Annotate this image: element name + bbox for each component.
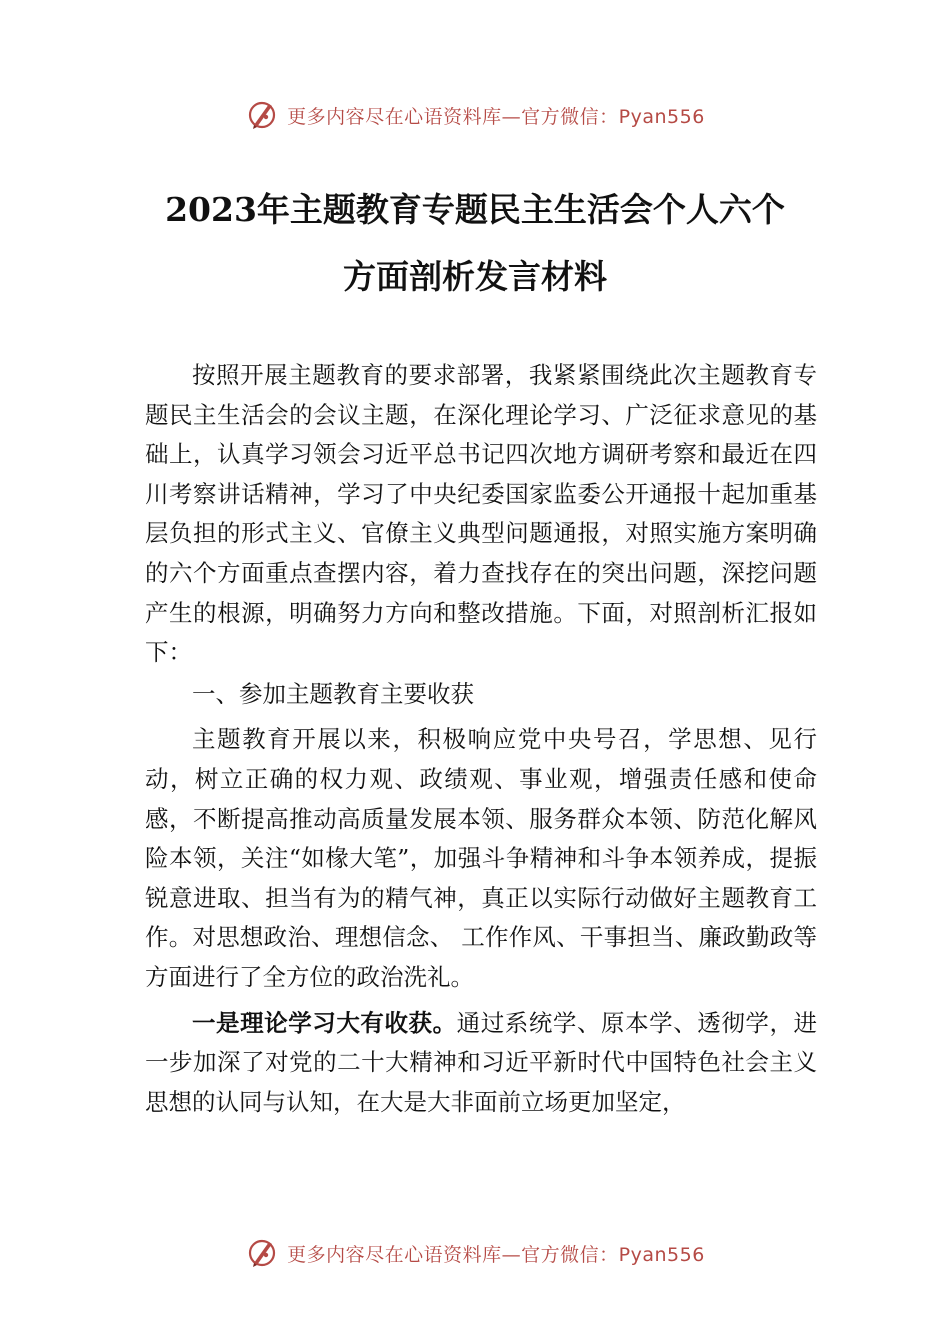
body-paragraph-gains: 主题教育开展以来，积极响应党中央号召，学思想、见行动，树立正确的权力观、政绩观、事业观，增强责任感和使命感，不断提高推动高质量发展本领、服务群众本领、防范化解风险本领，关注“如椽大笔”，加强斗争精神和斗争本领养成，提振锐意进取、担当有为的精气神，真正以实际行动做好主题教育工作。对思想政治、理想信念、 工作作风、干事担当、廉政勤政等方面进行了全方位的政治洗礼。 (145, 725, 817, 991)
section-heading: 一、参加主题教育主要收获 (192, 679, 474, 708)
body-paragraph-theory (145, 1004, 817, 1123)
paragraph-body-text: 通过系统学、原本学、透彻学，进一步加深了对党的二十大精神和习近平新时代中国特色社会主义思想的认同与认知，在大是大非面前立场更加坚定， (145, 1008, 818, 1116)
watermark-text: 更多内容尽在心语资料库—官方微信：Pyan556 (287, 105, 705, 128)
watermark-account: Pyan556 (618, 1243, 705, 1266)
document-title-line2: 方面剖析发言材料 (343, 257, 607, 296)
header-watermark (0, 95, 950, 135)
paragraph-lead-bold: 一是理论学习大有收获。 (192, 1008, 457, 1037)
document-title-line1: 2023年主题教育专题民主生活会个人六个 (165, 190, 785, 229)
document-body (145, 356, 817, 1122)
pen-circle-icon (245, 98, 279, 132)
watermark-account: Pyan556 (618, 105, 705, 128)
footer-watermark (0, 1233, 950, 1273)
pen-circle-icon (245, 1236, 279, 1270)
body-paragraph-intro: 按照开展主题教育的要求部署，我紧紧围绕此次主题教育专题民主生活会的会议主题，在深化理论学习、广泛征求意见的基础上，认真学习领会习近平总书记四次地方调研考察和最近在四川考察讲话精神，学习了中央纪委国家监委公开通报十起加重基层负担的形式主义、官僚主义典型问题通报，对照实施方案明确的六个方面重点查摆内容，着力查找存在的突出问题，深挖问题产生的根源，明确努力方向和整改措施。下面，对照剖析汇报如下： (145, 361, 817, 667)
watermark-text: 更多内容尽在心语资料库—官方微信：Pyan556 (287, 1243, 705, 1266)
